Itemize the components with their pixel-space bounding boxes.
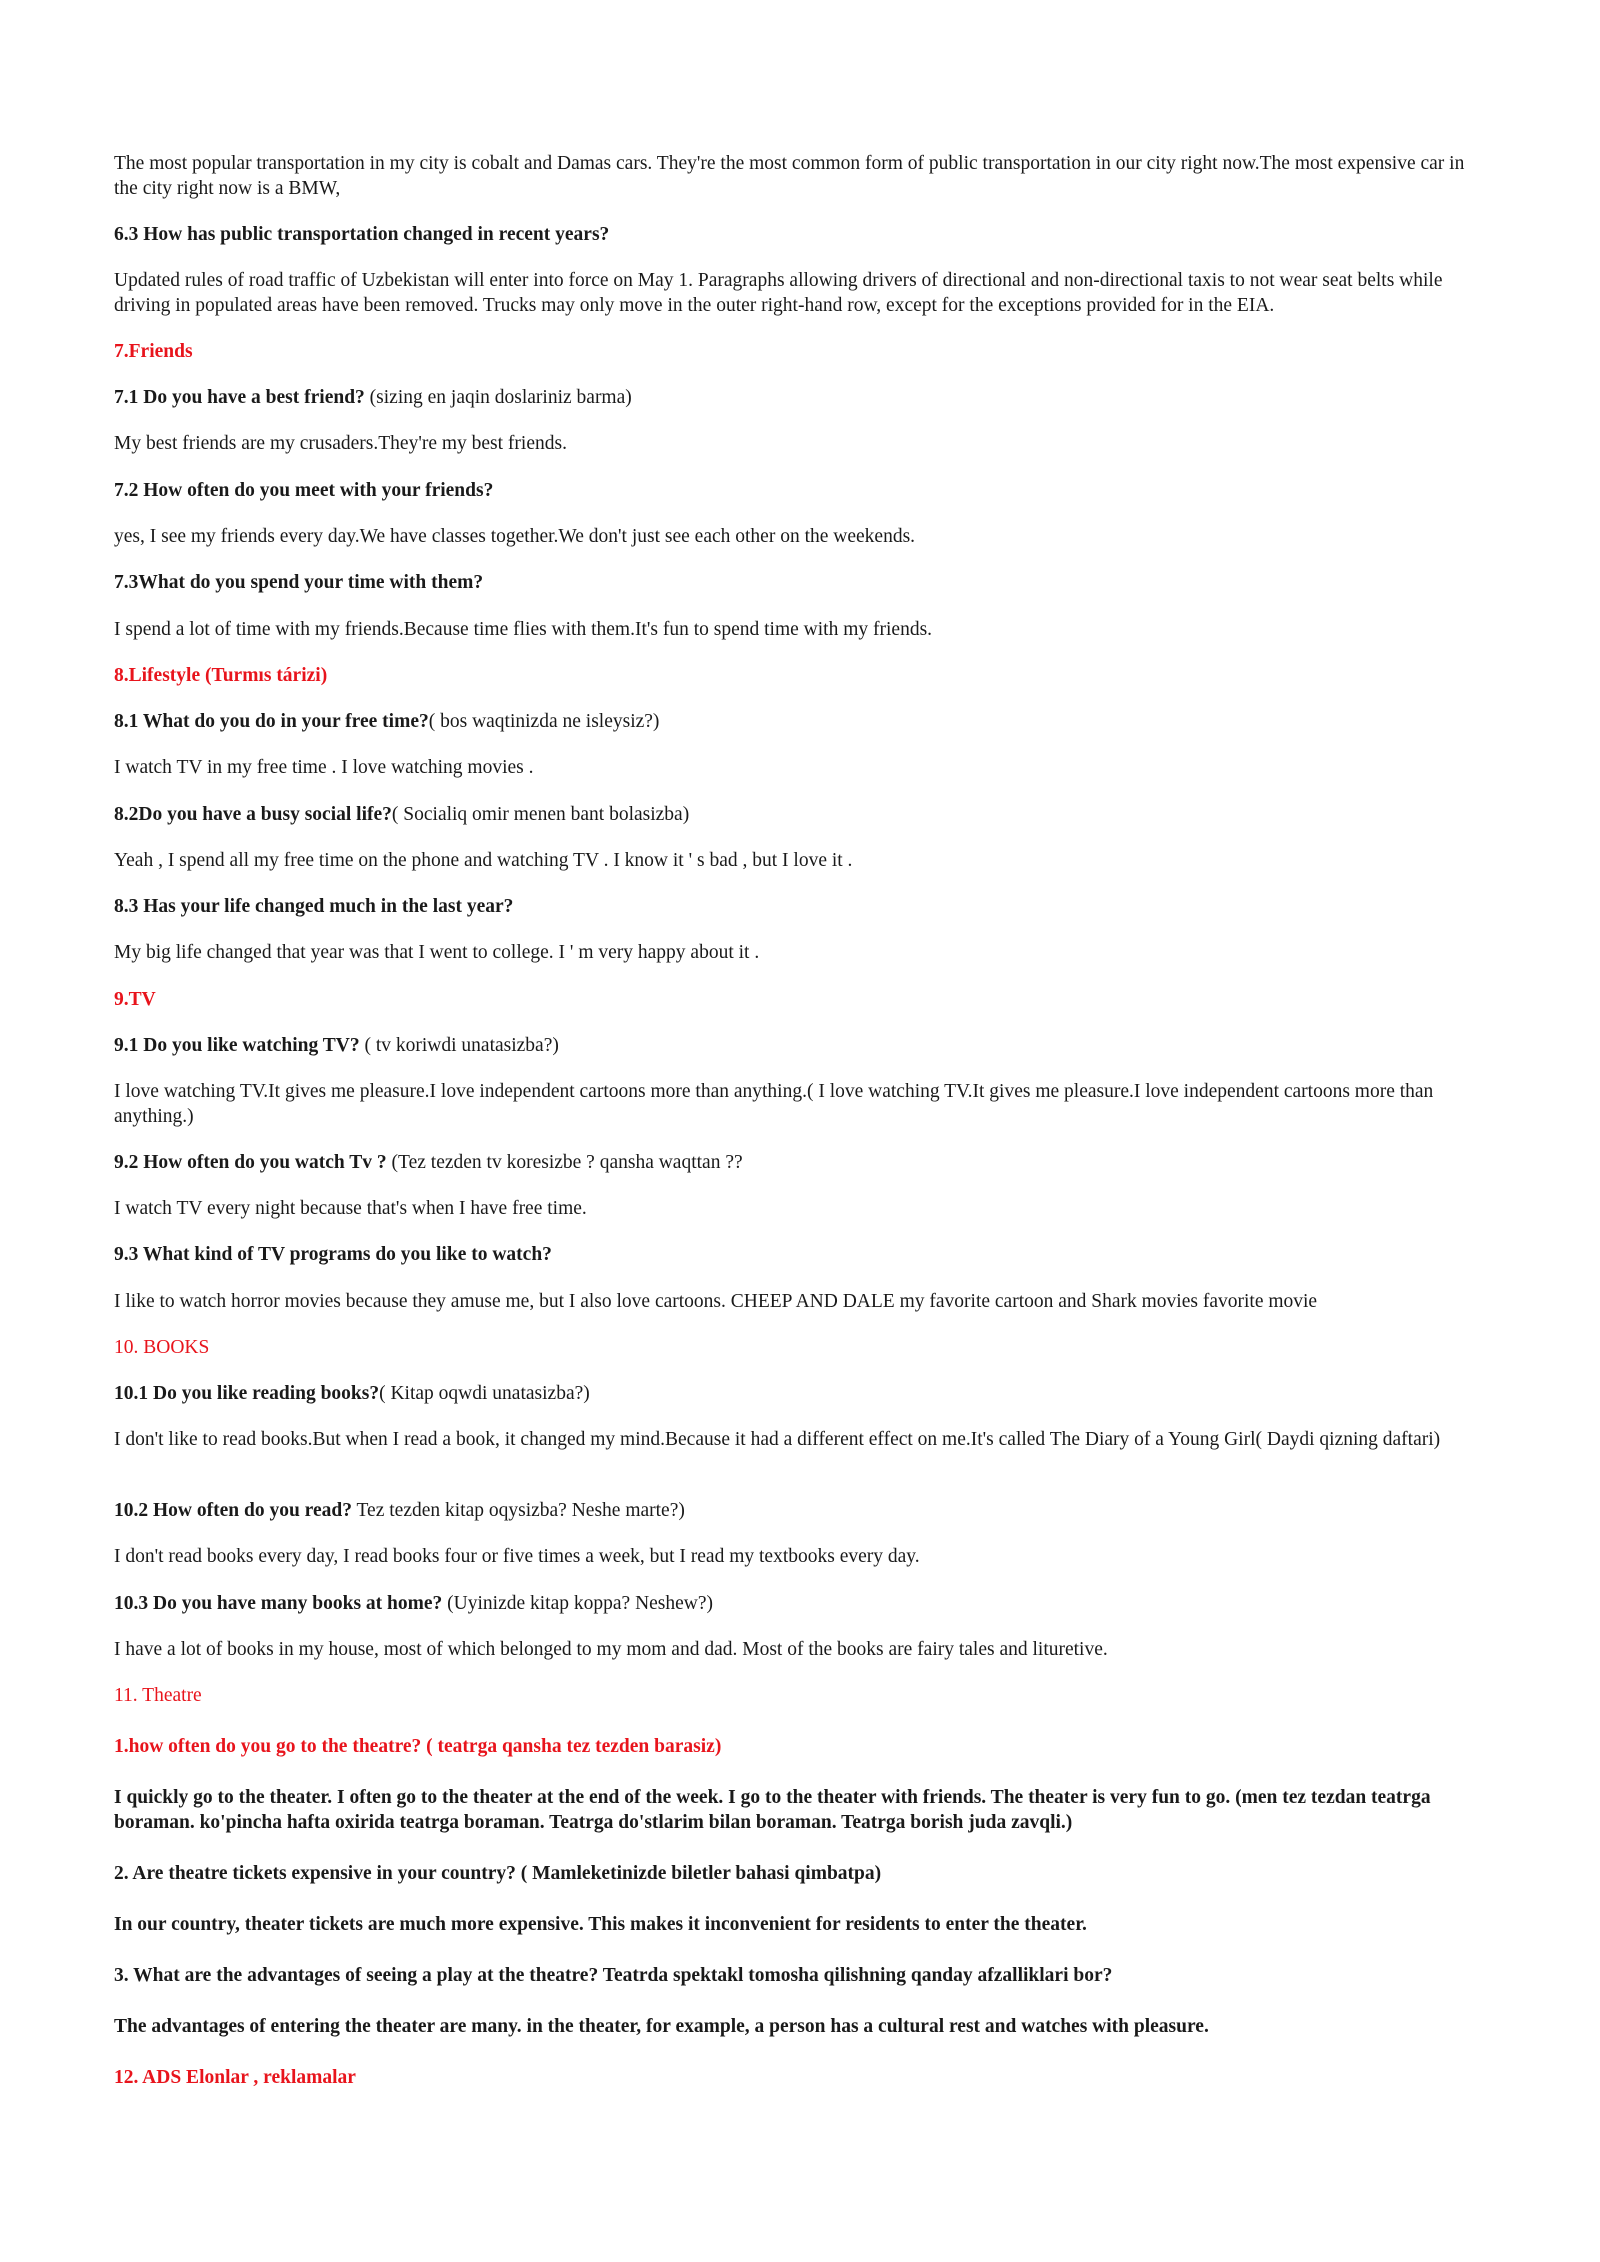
question-8-2-line	[114, 802, 1490, 827]
question-10-3-line	[114, 1591, 1490, 1616]
answer-10-1: I don't like to read books.But when I read a book, it changed my mind.Because it had a different effect on me.It's called The Diary of a Young Girl( Daydi qizning daftari)	[114, 1429, 1441, 1450]
answer-9-3: I like to watch horror movies because they amuse me, but I also love cartoons. CHEEP AND DALE my favorite cartoon and Shark movies favorite movie	[114, 1291, 1318, 1312]
answer-6-3: Updated rules of road traffic of Uzbekistan will enter into force on May 1. Paragraphs allowing drivers of directional and non-directional taxis to not wear seat belts while driving in populated areas have been removed. Trucks may only move in the outer right-hand row, except for the exceptions provided for in the EIA.	[114, 270, 1443, 316]
question-7-2: 7.2 How often do you meet with your friends?	[114, 480, 494, 501]
heading-theatre: 11. Theatre	[114, 1685, 202, 1706]
answer-7-3: I spend a lot of time with my friends.Because time flies with them.It's fun to spend time with my friends.	[114, 619, 933, 640]
question-9-2: 9.2 How often do you watch Tv ?	[114, 1152, 387, 1173]
question-8-3: 8.3 Has your life changed much in the last year?	[114, 896, 514, 917]
translation-9-1: ( tv koriwdi unatasizba?)	[359, 1035, 559, 1056]
answer-9-1: I love watching TV.It gives me pleasure.I love independent cartoons more than anything.( I love watching TV.It gives me pleasure.I love independent cartoons more than anything.)	[114, 1081, 1434, 1127]
question-10-1-line	[114, 1381, 1490, 1406]
question-8-2: 8.2Do you have a busy social life?	[114, 804, 392, 825]
question-8-1: 8.1 What do you do in your free time?	[114, 711, 429, 732]
question-7-3: 7.3What do you spend your time with them?	[114, 572, 484, 593]
answer-8-1: I watch TV in my free time . I love watching movies .	[114, 757, 534, 778]
question-8-1-line	[114, 709, 1490, 734]
answer-7-1: My best friends are my crusaders.They're my best friends.	[114, 433, 567, 454]
translation-8-1: ( bos waqtinizda ne isleysiz?)	[428, 711, 660, 732]
question-10-2: 10.2 How often do you read?	[114, 1500, 352, 1521]
question-10-1: 10.1 Do you like reading books?	[114, 1383, 380, 1404]
answer-7-2: yes, I see my friends every day.We have classes together.We don't just see each other on the weekends.	[114, 526, 916, 547]
question-10-3: 10.3 Do you have many books at home?	[114, 1593, 443, 1614]
translation-10-3: (Uyinizde kitap koppa? Neshew?)	[442, 1593, 714, 1614]
translation-7-1: (sizing en jaqin doslariniz barma)	[364, 387, 632, 408]
answer-8-3: My big life changed that year was that I went to college. I ' m very happy about it .	[114, 942, 760, 963]
question-10-2-line	[114, 1498, 1490, 1523]
translation-10-1: ( Kitap oqwdi unatasizba?)	[379, 1383, 590, 1404]
question-9-3: 9.3 What kind of TV programs do you like to watch?	[114, 1244, 552, 1265]
question-9-1-line	[114, 1033, 1490, 1058]
translation-8-2: ( Socialiq omir menen bant bolasizba)	[391, 804, 690, 825]
question-11-3: 3. What are the advantages of seeing a play at the theatre? Teatrda spektakl tomosha qilishning qanday afzalliklari bor?	[114, 1965, 1113, 1986]
question-9-1: 9.1 Do you like watching TV?	[114, 1035, 360, 1056]
paragraph-transport-common: The most popular transportation in my city is cobalt and Damas cars. They're the most common form of public transportation in our city right now.The most expensive car in the city right now is a BMW,	[114, 153, 1465, 199]
translation-10-2: Tez tezden kitap oqysizba? Neshe marte?)	[351, 1500, 685, 1521]
question-11-2: 2. Are theatre tickets expensive in your country? ( Mamleketinizde biletler bahasi qimbatpa)	[114, 1863, 882, 1884]
answer-11-2: In our country, theater tickets are much more expensive. This makes it inconvenient for residents to enter the theater.	[114, 1914, 1087, 1935]
heading-friends: 7.Friends	[114, 341, 193, 362]
heading-tv: 9.TV	[114, 989, 156, 1010]
question-6-3: 6.3 How has public transportation changed in recent years?	[114, 224, 610, 245]
heading-books: 10. BOOKS	[114, 1337, 210, 1358]
translation-9-2: (Tez tezden tv koresizbe ? qansha waqttan ??	[386, 1152, 743, 1173]
question-7-1: 7.1 Do you have a best friend?	[114, 387, 365, 408]
answer-10-3: I have a lot of books in my house, most of which belonged to my mom and dad. Most of the books are fairy tales and lituretive.	[114, 1639, 1108, 1660]
question-11-1: 1.how often do you go to the theatre? ( teatrga qansha tez tezden barasiz)	[114, 1736, 722, 1757]
answer-8-2: Yeah , I spend all my free time on the phone and watching TV . I know it ' s bad , but I love it .	[114, 850, 853, 871]
answer-10-2: I don't read books every day, I read books four or five times a week, but I read my textbooks every day.	[114, 1546, 920, 1567]
question-9-2-line	[114, 1150, 1490, 1175]
heading-ads: 12. ADS Elonlar , reklamalar	[114, 2067, 356, 2088]
answer-9-2: I watch TV every night because that's when I have free time.	[114, 1198, 587, 1219]
heading-lifestyle: 8.Lifestyle (Turmıs tárizi)	[114, 665, 328, 686]
answer-11-3: The advantages of entering the theater are many. in the theater, for example, a person has a cultural rest and watches with pleasure.	[114, 2016, 1209, 2037]
question-7-1-line	[114, 385, 1490, 410]
answer-11-1: I quickly go to the theater. I often go to the theater at the end of the week. I go to the theater with friends. The theater is very fun to go. (men tez tezdan teatrga boraman. ko'pincha hafta oxirida teatrga boraman. Teatrga do'stlarim bilan boraman. Teatrga borish juda zavqli.)	[114, 1787, 1431, 1833]
